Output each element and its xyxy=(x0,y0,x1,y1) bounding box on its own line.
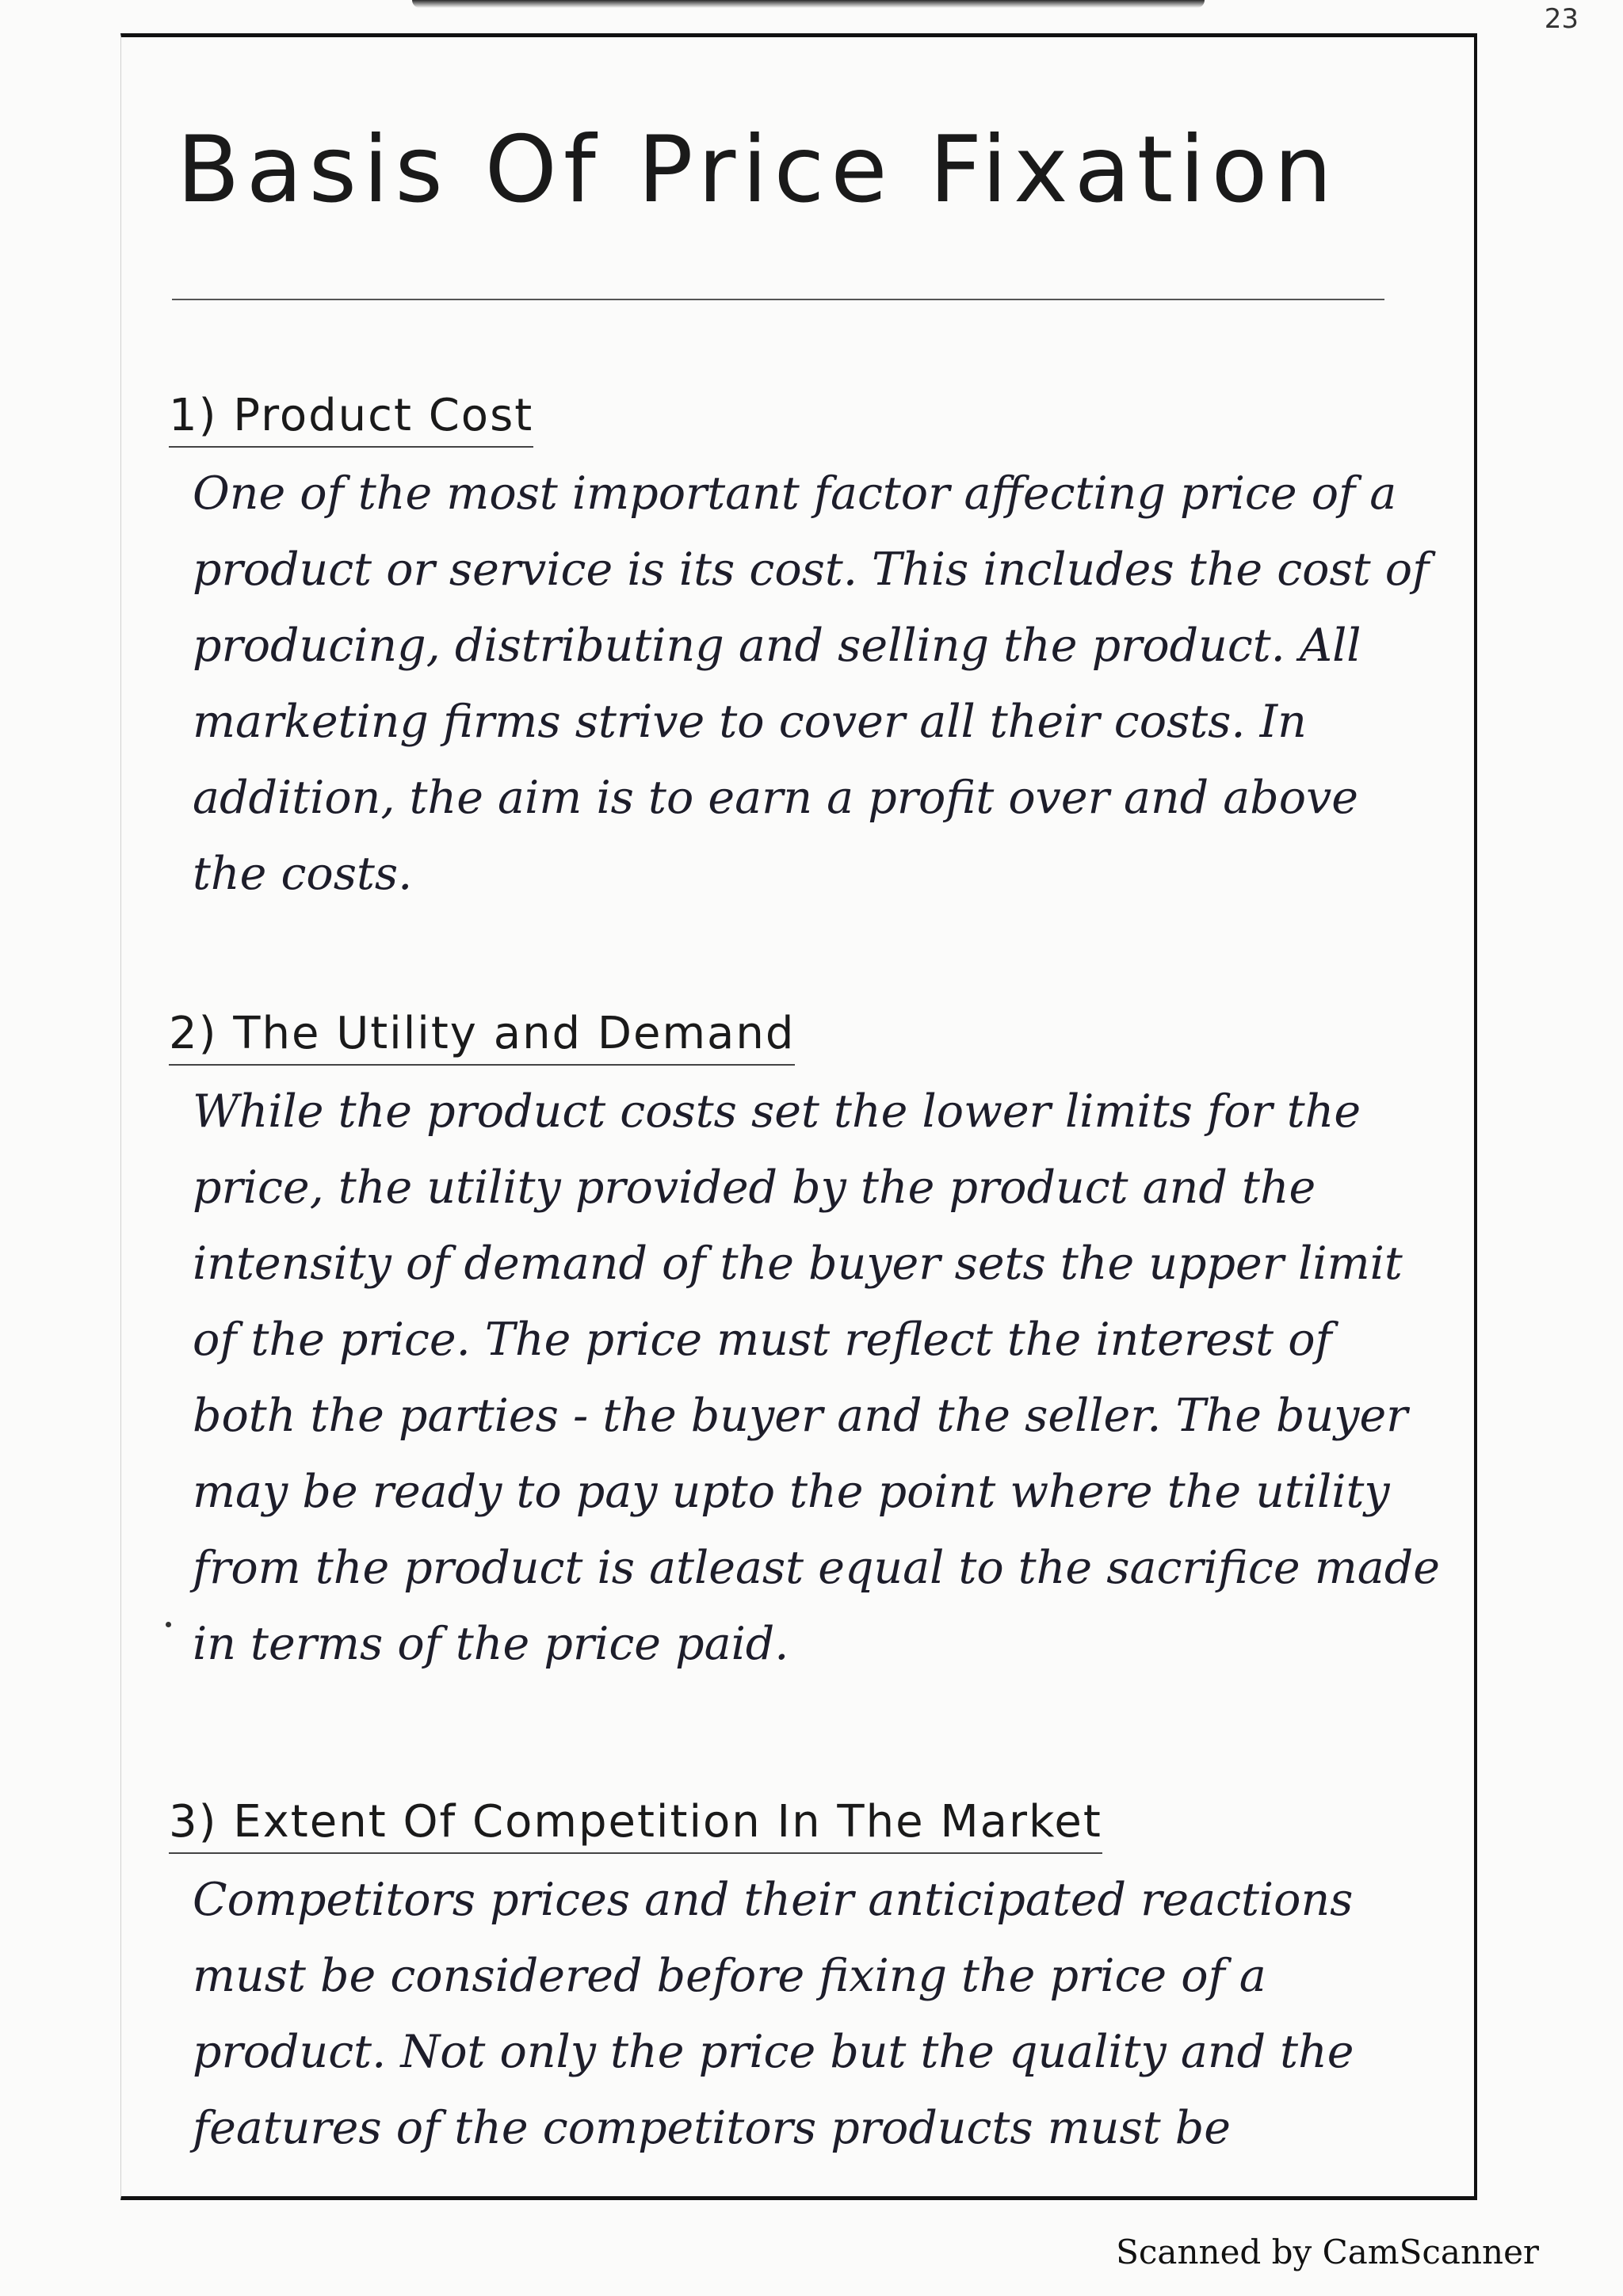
notebook-page xyxy=(120,33,1477,2200)
scan-top-shadow xyxy=(412,0,1205,8)
page-number: 23 xyxy=(1544,3,1579,35)
section-body: While the product costs set the lower limits for the price, the utility provided by the product and the intensity of demand of the buyer sets the upper limit of the price. The price must reflect the interest of both the parties - the buyer and the seller. The buyer may be ready to pay upto the point where the utility from the product is atleast equal to the sacrifice made in terms of the price paid. xyxy=(193,1085,1440,1670)
section-body: Competitors prices and their anticipated reactions must be considered before fixing the price of a product. Not only the price but the quality and the features of the competitors products must be xyxy=(193,1874,1354,2154)
section-body: One of the most important factor affecting price of a product or service is its cost. This includes the cost of producing, distributing and selling the product. All marketing firms strive to cover all their costs. In addition, the aim is to earn a profit over and above the costs. xyxy=(193,467,1430,900)
title-underline xyxy=(172,299,1384,300)
margin-dot xyxy=(166,1622,171,1627)
section-heading: 3) Extent Of Competition In The Market xyxy=(169,1796,1102,1854)
section-heading: 2) The Utility and Demand xyxy=(169,1008,795,1066)
section-competition xyxy=(169,1796,1453,2166)
scanner-watermark: Scanned by CamScanner xyxy=(1116,2233,1539,2271)
section-heading: 1) Product Cost xyxy=(169,390,533,448)
section-utility-demand xyxy=(169,1008,1453,1682)
section-product-cost xyxy=(169,390,1453,912)
page-title: Basis Of Price Fixation xyxy=(177,116,1338,223)
